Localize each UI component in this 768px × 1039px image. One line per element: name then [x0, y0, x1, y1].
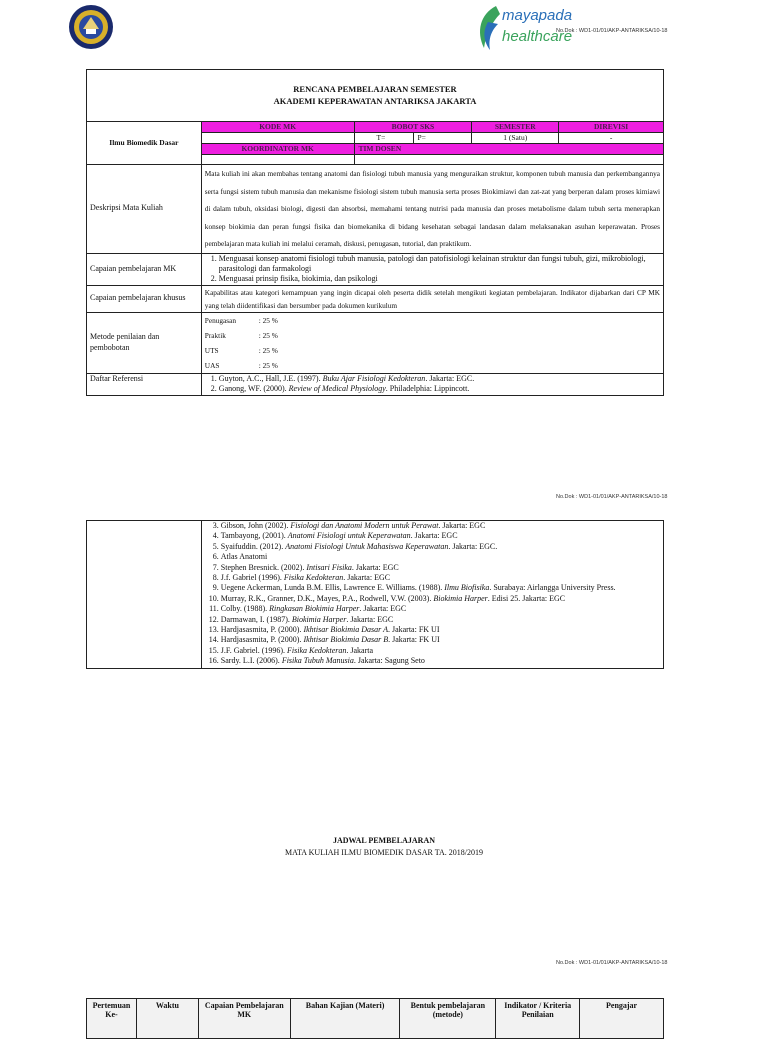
metode-row: Praktik : 25 % [204, 330, 278, 340]
referensi-item: 12. Darmawan, I. (1987). Biokimia Harper. Jakarta: EGC [221, 615, 660, 625]
deskripsi-text: Mata kuliah ini akan membahas tentang anatomi dan fisiologi tubuh manusia yang menguraikan struktur, komponen tubuh manusia dan perkembangannya serta fungsi sistem tubuh manusia dan mekanisme fisiologi sistem tubuh manusia serta proses Biokimiawi dan zat-zat yang berperan dalam proses kimiawi di dalam tubuh, oksidasi biologi, digesti dan absorbsi, memahami tentang nutrisi pada manusia dan proses metabolisme dalam tubuh serta menerapkan konsep biokimia dan peran fungsi fisika dan biomekanika di bidang kesehatan sebagai landasan dalam melaksanakan asuhan keperawatan. Proses pembelajaran mata kuliah ini melalui ceramah, diskusi, penugasan, tutorial, dan praktikum. [201, 165, 663, 254]
brand-name-line1: mayapada [502, 7, 573, 24]
referensi-item: 5. Syaifuddin. (2012). Anatomi Fisiologi Untuk Mahasiswa Keperawatan. Jakarta: EGC. [221, 542, 660, 552]
referensi-item: 10. Murray, R.K., Granner, D.K., Mayes, P.A., Rodwell, V.W. (2003). Biokimia Harper. Edisi 25. Jakarta: EGC [221, 594, 660, 604]
referensi-list-page2 [201, 521, 663, 669]
col-bahan-kajian: Bahan Kajian (Materi) [290, 999, 400, 1039]
brand-name-line2: healthcare [502, 28, 573, 45]
doc-number: No.Dok : WD1-01/01/AKP-ANTARIKSA/10-18 [556, 28, 668, 34]
label-deskripsi: Deskripsi Mata Kuliah [87, 165, 202, 254]
referensi-item: 16. Sardy. L.I. (2006). Fisika Tubuh Manusia. Jakarta: Sagung Seto [221, 656, 660, 666]
referensi-item: 11. Colby. (1988). Ringkasan Biokimia Harper. Jakarta: EGC [221, 604, 660, 614]
metode-row: Penugasan : 25 % [204, 315, 278, 325]
schedule-title: JADWAL PEMBELAJARAN [332, 836, 435, 845]
header-direvisi: DIREVISI [559, 122, 664, 133]
referensi-item: 4. Tambayong, (2001). Anatomi Fisiologi untuk Keperawatan. Jakarta: EGC [221, 531, 660, 541]
mayapada-logo [474, 4, 573, 52]
rps-title [87, 70, 664, 122]
header-kode-mk: KODE MK [201, 122, 354, 133]
cp-khusus-text: Kapabilitas atau kategori kemampuan yang ingin dicapai oleh peserta didik setelah mengikuti kegiatan pembelajaran. Indikator dijabarkan dari CP MK yang telah diidentifikasi dan bersumber pada dokumen kurikulum [201, 285, 663, 312]
referensi-item: 14. Hardjasasmita, P. (2000). Ikhtisar Biokimia Dasar B. Jakarta: FK UI [221, 635, 660, 645]
header-tim-dosen: TIM DOSEN [354, 144, 663, 155]
col-bentuk-pembelajaran: Bentuk pembelajaran (metode) [400, 999, 496, 1039]
doc-number-page2: No.Dok : WD1-01/01/AKP-ANTARIKSA/10-18 [556, 494, 668, 500]
col-indikator: Indikator / Kriteria Penilaian [496, 999, 580, 1039]
referensi-item: 13. Hardjasasmita, P. (2000). Ikhtisar Biokimia Dasar A. Jakarta: FK UI [221, 625, 660, 635]
value-koordinator [201, 155, 354, 165]
col-capaian: Capaian Pembelajaran MK [198, 999, 290, 1039]
rps-title-line2: AKADEMI KEPERAWATAN ANTARIKSA JAKARTA [273, 95, 477, 106]
referensi-item: 1. Guyton, A.C., Hall, J.E. (1997). Buku Ajar Fisiologi Kedokteran. Jakarta: EGC. [219, 374, 660, 384]
cp-mk-list [201, 253, 663, 285]
value-semester: 1 (Satu) [472, 133, 559, 144]
value-tim-dosen [354, 155, 663, 165]
doc-number-page3: No.Dok : WD1-01/01/AKP-ANTARIKSA/10-18 [556, 960, 668, 966]
referensi-table-page2 [86, 520, 664, 669]
institution-logo [68, 4, 114, 50]
label-metode: Metode penilaian dan pembobotan [87, 312, 202, 373]
value-t: T= [354, 133, 414, 144]
metode-row: UAS : 25 % [204, 360, 278, 370]
value-kode-mk [201, 133, 354, 144]
referensi-item: 8. J.f. Gabriel (1996). Fisika Kedokteran. Jakarta: EGC [221, 573, 660, 583]
referensi-item: 3. Gibson, John (2002). Fisiologi dan Anatomi Modern untuk Perawat. Jakarta: EGC [221, 521, 660, 531]
metode-row: UTS : 25 % [204, 345, 278, 355]
header-bobot-sks: BOBOT SKS [354, 122, 472, 133]
metode-list [201, 312, 663, 373]
col-waktu: Waktu [136, 999, 198, 1039]
schedule-table [86, 998, 664, 1039]
rps-table [86, 69, 664, 396]
label-cp-mk: Capaian pembelajaran MK [87, 253, 202, 285]
value-direvisi: - [559, 133, 664, 144]
rps-title-line1: RENCANA PEMBELAJARAN SEMESTER [293, 84, 457, 95]
value-p: P= [414, 133, 472, 144]
referensi-item: 15. J.F. Gabriel. (1996). Fisika Kedokteran. Jakarta [221, 646, 660, 656]
course-name: Ilmu Biomedik Dasar [87, 122, 202, 165]
referensi-item: 7. Stephen Bresnick. (2002). Intisari Fisika. Jakarta: EGC [221, 563, 660, 573]
referensi-item: 2. Ganong, WF. (2000). Review of Medical Physiology. Philadelphia: Lippincott. [219, 384, 660, 394]
label-cp-khusus: Capaian pembelajaran khusus [87, 285, 202, 312]
referensi-item: 6. Atlas Anatomi [221, 552, 660, 562]
cp-mk-item: 2. Menguasai prinsip fisika, biokimia, dan psikologi [219, 274, 660, 284]
label-referensi: Daftar Referensi [87, 373, 202, 395]
col-pertemuan: Pertemuan Ke- [87, 999, 137, 1039]
col-pengajar: Pengajar [580, 999, 664, 1039]
schedule-subtitle: MATA KULIAH ILMU BIOMEDIK DASAR TA. 2018/2019 [285, 848, 483, 857]
header-koordinator: KOORDINATOR MK [201, 144, 354, 155]
referensi-list-page1 [201, 373, 663, 395]
referensi-label-empty [87, 521, 202, 669]
cp-mk-item: 1. Menguasai konsep anatomi fisiologi tubuh manusia, patologi dan patofisiologi kelainan struktur dan fungsi tubuh, gizi, mikrobiologi, parasitologi dan farmakologi [219, 254, 660, 275]
referensi-item: 9. Uegene Ackerman, Lunda B.M. Ellis, Lawrence E. Williams. (1988). Ilmu Biofisika. Surabaya: Airlangga University Press. [221, 583, 660, 593]
header-semester: SEMESTER [472, 122, 559, 133]
